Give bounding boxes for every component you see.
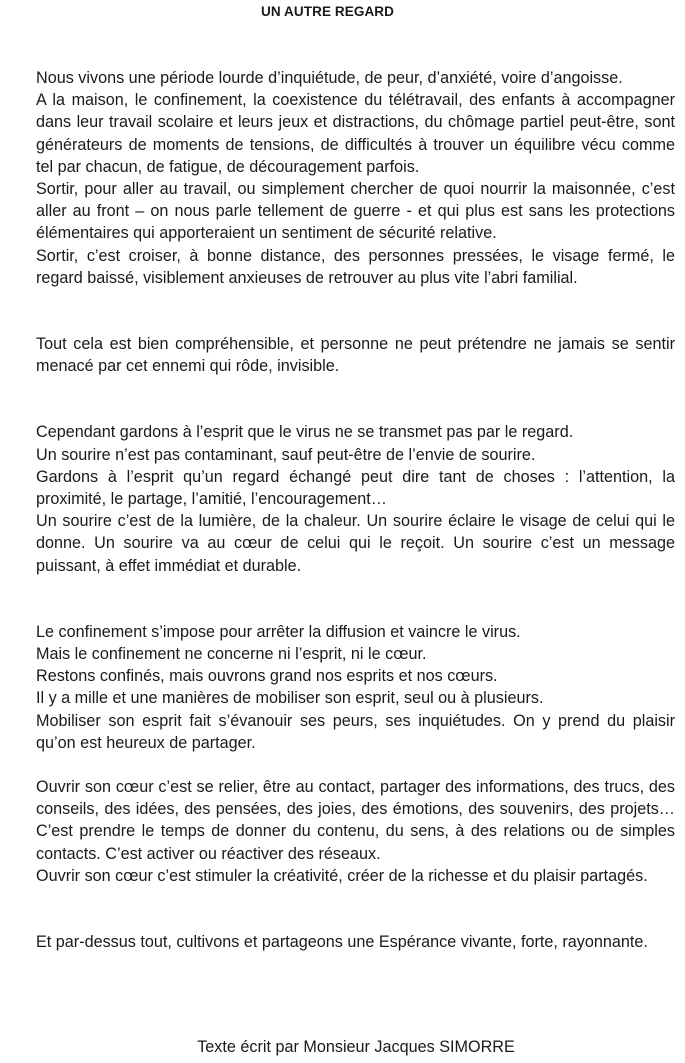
paragraph: Ouvrir son cœur c’est stimuler la créativité, créer de la richesse et du plaisir partagés.	[36, 866, 648, 885]
paragraph: Il y a mille et une manières de mobiliser son esprit, seul ou à plusieurs.	[36, 689, 544, 708]
paragraph: Mais le confinement ne concerne ni l’esprit, ni le cœur.	[36, 645, 427, 664]
paragraph: Cependant gardons à l’esprit que le virus ne se transmet pas par le regard.	[36, 423, 574, 442]
author-signature: Texte écrit par Monsieur Jacques SIMORRE	[197, 1038, 515, 1056]
paragraph: Un sourire n’est pas contaminant, sauf peut-être de l’envie de sourire.	[36, 445, 536, 464]
spacer	[36, 754, 675, 776]
spacer	[36, 577, 675, 621]
paragraph: Mobiliser son esprit fait s’évanouir ses peurs, ses inquiétudes. On y prend du plaisir qu’on est heureux de partager.	[36, 711, 675, 752]
paragraph: Un sourire c’est de la lumière, de la chaleur. Un sourire éclaire le visage de celui qui le donne. Un sourire va au cœur de celui qui le reçoit. Un sourire c’est un message puissant, à effet immédiat et durable.	[36, 512, 675, 575]
paragraph: Tout cela est bien compréhensible, et personne ne peut prétendre ne jamais se sentir menacé par cet ennemi qui rôde, invisible.	[36, 335, 675, 376]
spacer	[36, 289, 675, 333]
document-title: UN AUTRE REGARD	[261, 4, 394, 19]
paragraph: Gardons à l’esprit qu’un regard échangé peut dire tant de choses : l’attention, la proximité, le partage, l’amitié, l’encouragement…	[36, 467, 675, 509]
spacer	[36, 377, 675, 421]
paragraph: Sortir, pour aller au travail, ou simplement chercher de quoi nourrir la maisonnée, c’est aller au front – on nous parle tellement de guerre - et qui plus est sans les protections élémentaires qui apporteraient un sentiment de sécurité relative.	[36, 180, 675, 243]
paragraph: Sortir, c’est croiser, à bonne distance, des personnes pressées, le visage fermé, le regard baissé, visiblement anxieuses de retrouver au plus vite l’abri familial.	[36, 246, 675, 287]
paragraph: A la maison, le confinement, la coexistence du télétravail, des enfants à accompagner dans leur travail scolaire et leurs jeux et distractions, du chômage partiel peut-être, sont générateurs de moments de tensions, de difficultés à trouver un équilibre vécu comme tel par chacun, de fatigue, de découragement parfois.	[36, 91, 675, 176]
document-body	[36, 67, 675, 953]
paragraph: Ouvrir son cœur c’est se relier, être au contact, partager des informations, des trucs, des conseils, des idées, des pensées, des joies, des émotions, des souvenirs, des projets…C’est prendre le temps de donner du contenu, du sens, à des relations ou de simples contacts. C’est activer ou réactiver des réseaux.	[36, 778, 675, 863]
paragraph: Le confinement s’impose pour arrêter la diffusion et vaincre le virus.	[36, 622, 521, 641]
paragraph: Nous vivons une période lourde d’inquiétude, de peur, d’anxiété, voire d’angoisse.	[36, 69, 623, 87]
paragraph: Restons confinés, mais ouvrons grand nos esprits et nos cœurs.	[36, 667, 498, 686]
paragraph: Et par-dessus tout, cultivons et partageons une Espérance vivante, forte, rayonnante.	[36, 933, 648, 952]
spacer	[36, 887, 675, 931]
